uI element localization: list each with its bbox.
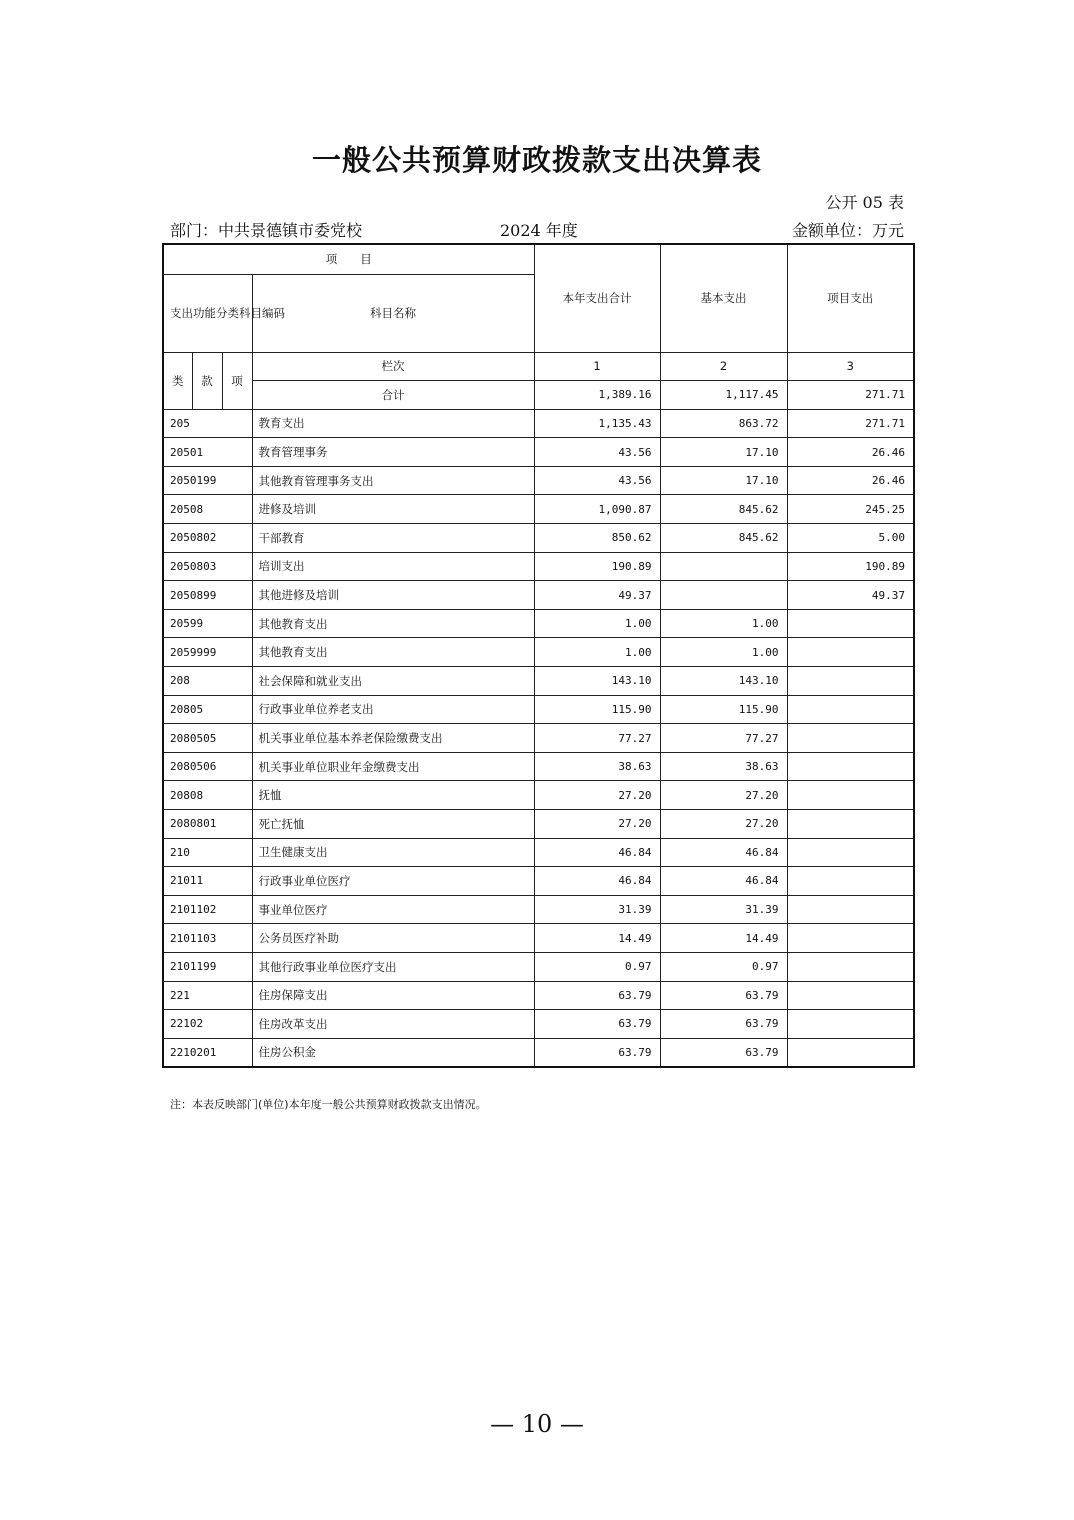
total-row-project: 271.71: [787, 381, 914, 410]
row-basic: 14.49: [660, 924, 787, 953]
total-row-label: 合计: [252, 381, 534, 410]
row-basic: 31.39: [660, 895, 787, 924]
table-row: [163, 552, 914, 581]
row-basic: 17.10: [660, 438, 787, 467]
row-project: [787, 924, 914, 953]
row-code: 20808: [163, 781, 252, 810]
row-subject-name: 其他教育支出: [252, 609, 534, 638]
header-func-code: 支出功能分类科目编码: [163, 274, 252, 352]
row-total: 46.84: [534, 867, 660, 896]
row-code: 205: [163, 409, 252, 438]
row-basic: 46.84: [660, 838, 787, 867]
table-row: [163, 895, 914, 924]
row-basic: 17.10: [660, 466, 787, 495]
row-subject-name: 行政事业单位养老支出: [252, 695, 534, 724]
row-basic: 143.10: [660, 667, 787, 696]
row-code: 20501: [163, 438, 252, 467]
row-subject-name: 机关事业单位职业年金缴费支出: [252, 752, 534, 781]
table-row: [163, 409, 914, 438]
header-subject-name: 科目名称: [252, 274, 534, 352]
row-subject-name: 其他教育支出: [252, 638, 534, 667]
row-code: 2050899: [163, 581, 252, 610]
table-row: [163, 524, 914, 553]
table-row: [163, 581, 914, 610]
row-project: [787, 838, 914, 867]
row-total: 190.89: [534, 552, 660, 581]
row-basic: 845.62: [660, 524, 787, 553]
row-total: 31.39: [534, 895, 660, 924]
row-total: 63.79: [534, 981, 660, 1010]
row-subject-name: 公务员医疗补助: [252, 924, 534, 953]
row-total: 143.10: [534, 667, 660, 696]
row-project: [787, 724, 914, 753]
table-row: [163, 981, 914, 1010]
row-subject-name: 事业单位医疗: [252, 895, 534, 924]
table-row: [163, 695, 914, 724]
row-total: 43.56: [534, 438, 660, 467]
year-label: 2024 年度: [500, 221, 578, 240]
row-project: 5.00: [787, 524, 914, 553]
row-total: 1.00: [534, 609, 660, 638]
row-subject-name: 其他行政事业单位医疗支出: [252, 952, 534, 981]
row-total: 77.27: [534, 724, 660, 753]
header-xiang: 项: [222, 352, 252, 409]
header-n3: 3: [787, 352, 914, 381]
row-code: 2101102: [163, 895, 252, 924]
row-basic: 1.00: [660, 609, 787, 638]
row-subject-name: 住房改革支出: [252, 1010, 534, 1039]
row-subject-name: 死亡抚恤: [252, 810, 534, 839]
row-basic: [660, 552, 787, 581]
row-subject-name: 抚恤: [252, 781, 534, 810]
header-lei: 类: [163, 352, 192, 409]
row-total: 38.63: [534, 752, 660, 781]
table-row: [163, 609, 914, 638]
row-code: 221: [163, 981, 252, 1010]
row-project: [787, 1010, 914, 1039]
row-project: [787, 609, 914, 638]
row-project: 271.71: [787, 409, 914, 438]
row-basic: 0.97: [660, 952, 787, 981]
row-project: 49.37: [787, 581, 914, 610]
total-row-basic: 1,117.45: [660, 381, 787, 410]
expenditure-table: [162, 243, 915, 1068]
row-basic: [660, 581, 787, 610]
row-project: [787, 781, 914, 810]
row-code: 2101103: [163, 924, 252, 953]
header-project: 项 目: [163, 244, 534, 274]
row-code: 20508: [163, 495, 252, 524]
row-code: 2059999: [163, 638, 252, 667]
page-number: — 10 —: [490, 1410, 584, 1438]
table-row: [163, 924, 914, 953]
header-lanci: 栏次: [252, 352, 534, 381]
row-basic: 27.20: [660, 810, 787, 839]
row-project: [787, 952, 914, 981]
row-total: 1,135.43: [534, 409, 660, 438]
row-basic: 46.84: [660, 867, 787, 896]
row-basic: 63.79: [660, 981, 787, 1010]
row-subject-name: 干部教育: [252, 524, 534, 553]
header-kuan: 款: [192, 352, 222, 409]
row-project: [787, 810, 914, 839]
row-project: [787, 895, 914, 924]
row-basic: 63.79: [660, 1038, 787, 1067]
row-code: 210: [163, 838, 252, 867]
row-subject-name: 住房公积金: [252, 1038, 534, 1067]
row-total: 27.20: [534, 810, 660, 839]
table-row: [163, 438, 914, 467]
table-row: [163, 781, 914, 810]
row-total: 115.90: [534, 695, 660, 724]
row-project: [787, 1038, 914, 1067]
meta-line: [170, 218, 904, 242]
row-code: 2101199: [163, 952, 252, 981]
row-project: 26.46: [787, 438, 914, 467]
row-total: 63.79: [534, 1010, 660, 1039]
row-total: 27.20: [534, 781, 660, 810]
header-n1: 1: [534, 352, 660, 381]
department-label: 部门：中共景德镇市委党校: [170, 221, 363, 240]
table-row: [163, 810, 914, 839]
row-basic: 115.90: [660, 695, 787, 724]
row-project: [787, 695, 914, 724]
header-col-total: 本年支出合计: [534, 244, 660, 352]
row-basic: 77.27: [660, 724, 787, 753]
row-subject-name: 卫生健康支出: [252, 838, 534, 867]
row-subject-name: 其他教育管理事务支出: [252, 466, 534, 495]
page-title: 一般公共预算财政拨款支出决算表: [311, 143, 762, 177]
row-basic: 63.79: [660, 1010, 787, 1039]
unit-label: 金额单位：万元: [791, 221, 904, 240]
total-row-total: 1,389.16: [534, 381, 660, 410]
row-total: 1.00: [534, 638, 660, 667]
row-total: 49.37: [534, 581, 660, 610]
row-total: 14.49: [534, 924, 660, 953]
row-code: 22102: [163, 1010, 252, 1039]
row-code: 20805: [163, 695, 252, 724]
table-row: [163, 466, 914, 495]
table-row: [163, 867, 914, 896]
row-subject-name: 住房保障支出: [252, 981, 534, 1010]
header-col-project: 项目支出: [787, 244, 914, 352]
row-project: [787, 867, 914, 896]
row-code: 2080505: [163, 724, 252, 753]
header-n2: 2: [660, 352, 787, 381]
row-subject-name: 社会保障和就业支出: [252, 667, 534, 696]
row-project: [787, 752, 914, 781]
row-total: 850.62: [534, 524, 660, 553]
row-project: [787, 638, 914, 667]
row-subject-name: 进修及培训: [252, 495, 534, 524]
row-project: [787, 981, 914, 1010]
table-row: [163, 638, 914, 667]
row-code: 2050802: [163, 524, 252, 553]
row-project: 245.25: [787, 495, 914, 524]
row-code: 2050803: [163, 552, 252, 581]
row-basic: 27.20: [660, 781, 787, 810]
row-subject-name: 教育支出: [252, 409, 534, 438]
row-basic: 845.62: [660, 495, 787, 524]
row-basic: 863.72: [660, 409, 787, 438]
table-row: [163, 667, 914, 696]
header-col-basic: 基本支出: [660, 244, 787, 352]
row-project: 190.89: [787, 552, 914, 581]
table-row: [163, 838, 914, 867]
row-code: 2080801: [163, 810, 252, 839]
table-row: [163, 724, 914, 753]
row-subject-name: 其他进修及培训: [252, 581, 534, 610]
row-code: 208: [163, 667, 252, 696]
row-code: 2080506: [163, 752, 252, 781]
row-subject-name: 培训支出: [252, 552, 534, 581]
row-basic: 38.63: [660, 752, 787, 781]
row-subject-name: 机关事业单位基本养老保险缴费支出: [252, 724, 534, 753]
table-note: 注：本表反映部门(单位)本年度一般公共预算财政拨款支出情况。: [170, 1098, 487, 1111]
row-subject-name: 教育管理事务: [252, 438, 534, 467]
row-total: 0.97: [534, 952, 660, 981]
table-row: [163, 1010, 914, 1039]
row-basic: 1.00: [660, 638, 787, 667]
row-code: 20599: [163, 609, 252, 638]
row-code: 21011: [163, 867, 252, 896]
row-total: 46.84: [534, 838, 660, 867]
table-row: [163, 952, 914, 981]
row-code: 2210201: [163, 1038, 252, 1067]
row-total: 63.79: [534, 1038, 660, 1067]
row-total: 43.56: [534, 466, 660, 495]
table-row: [163, 752, 914, 781]
row-project: 26.46: [787, 466, 914, 495]
row-subject-name: 行政事业单位医疗: [252, 867, 534, 896]
table-row: [163, 1038, 914, 1067]
row-code: 2050199: [163, 466, 252, 495]
table-row: [163, 495, 914, 524]
row-total: 1,090.87: [534, 495, 660, 524]
row-project: [787, 667, 914, 696]
form-code: 公开 05 表: [825, 193, 904, 212]
